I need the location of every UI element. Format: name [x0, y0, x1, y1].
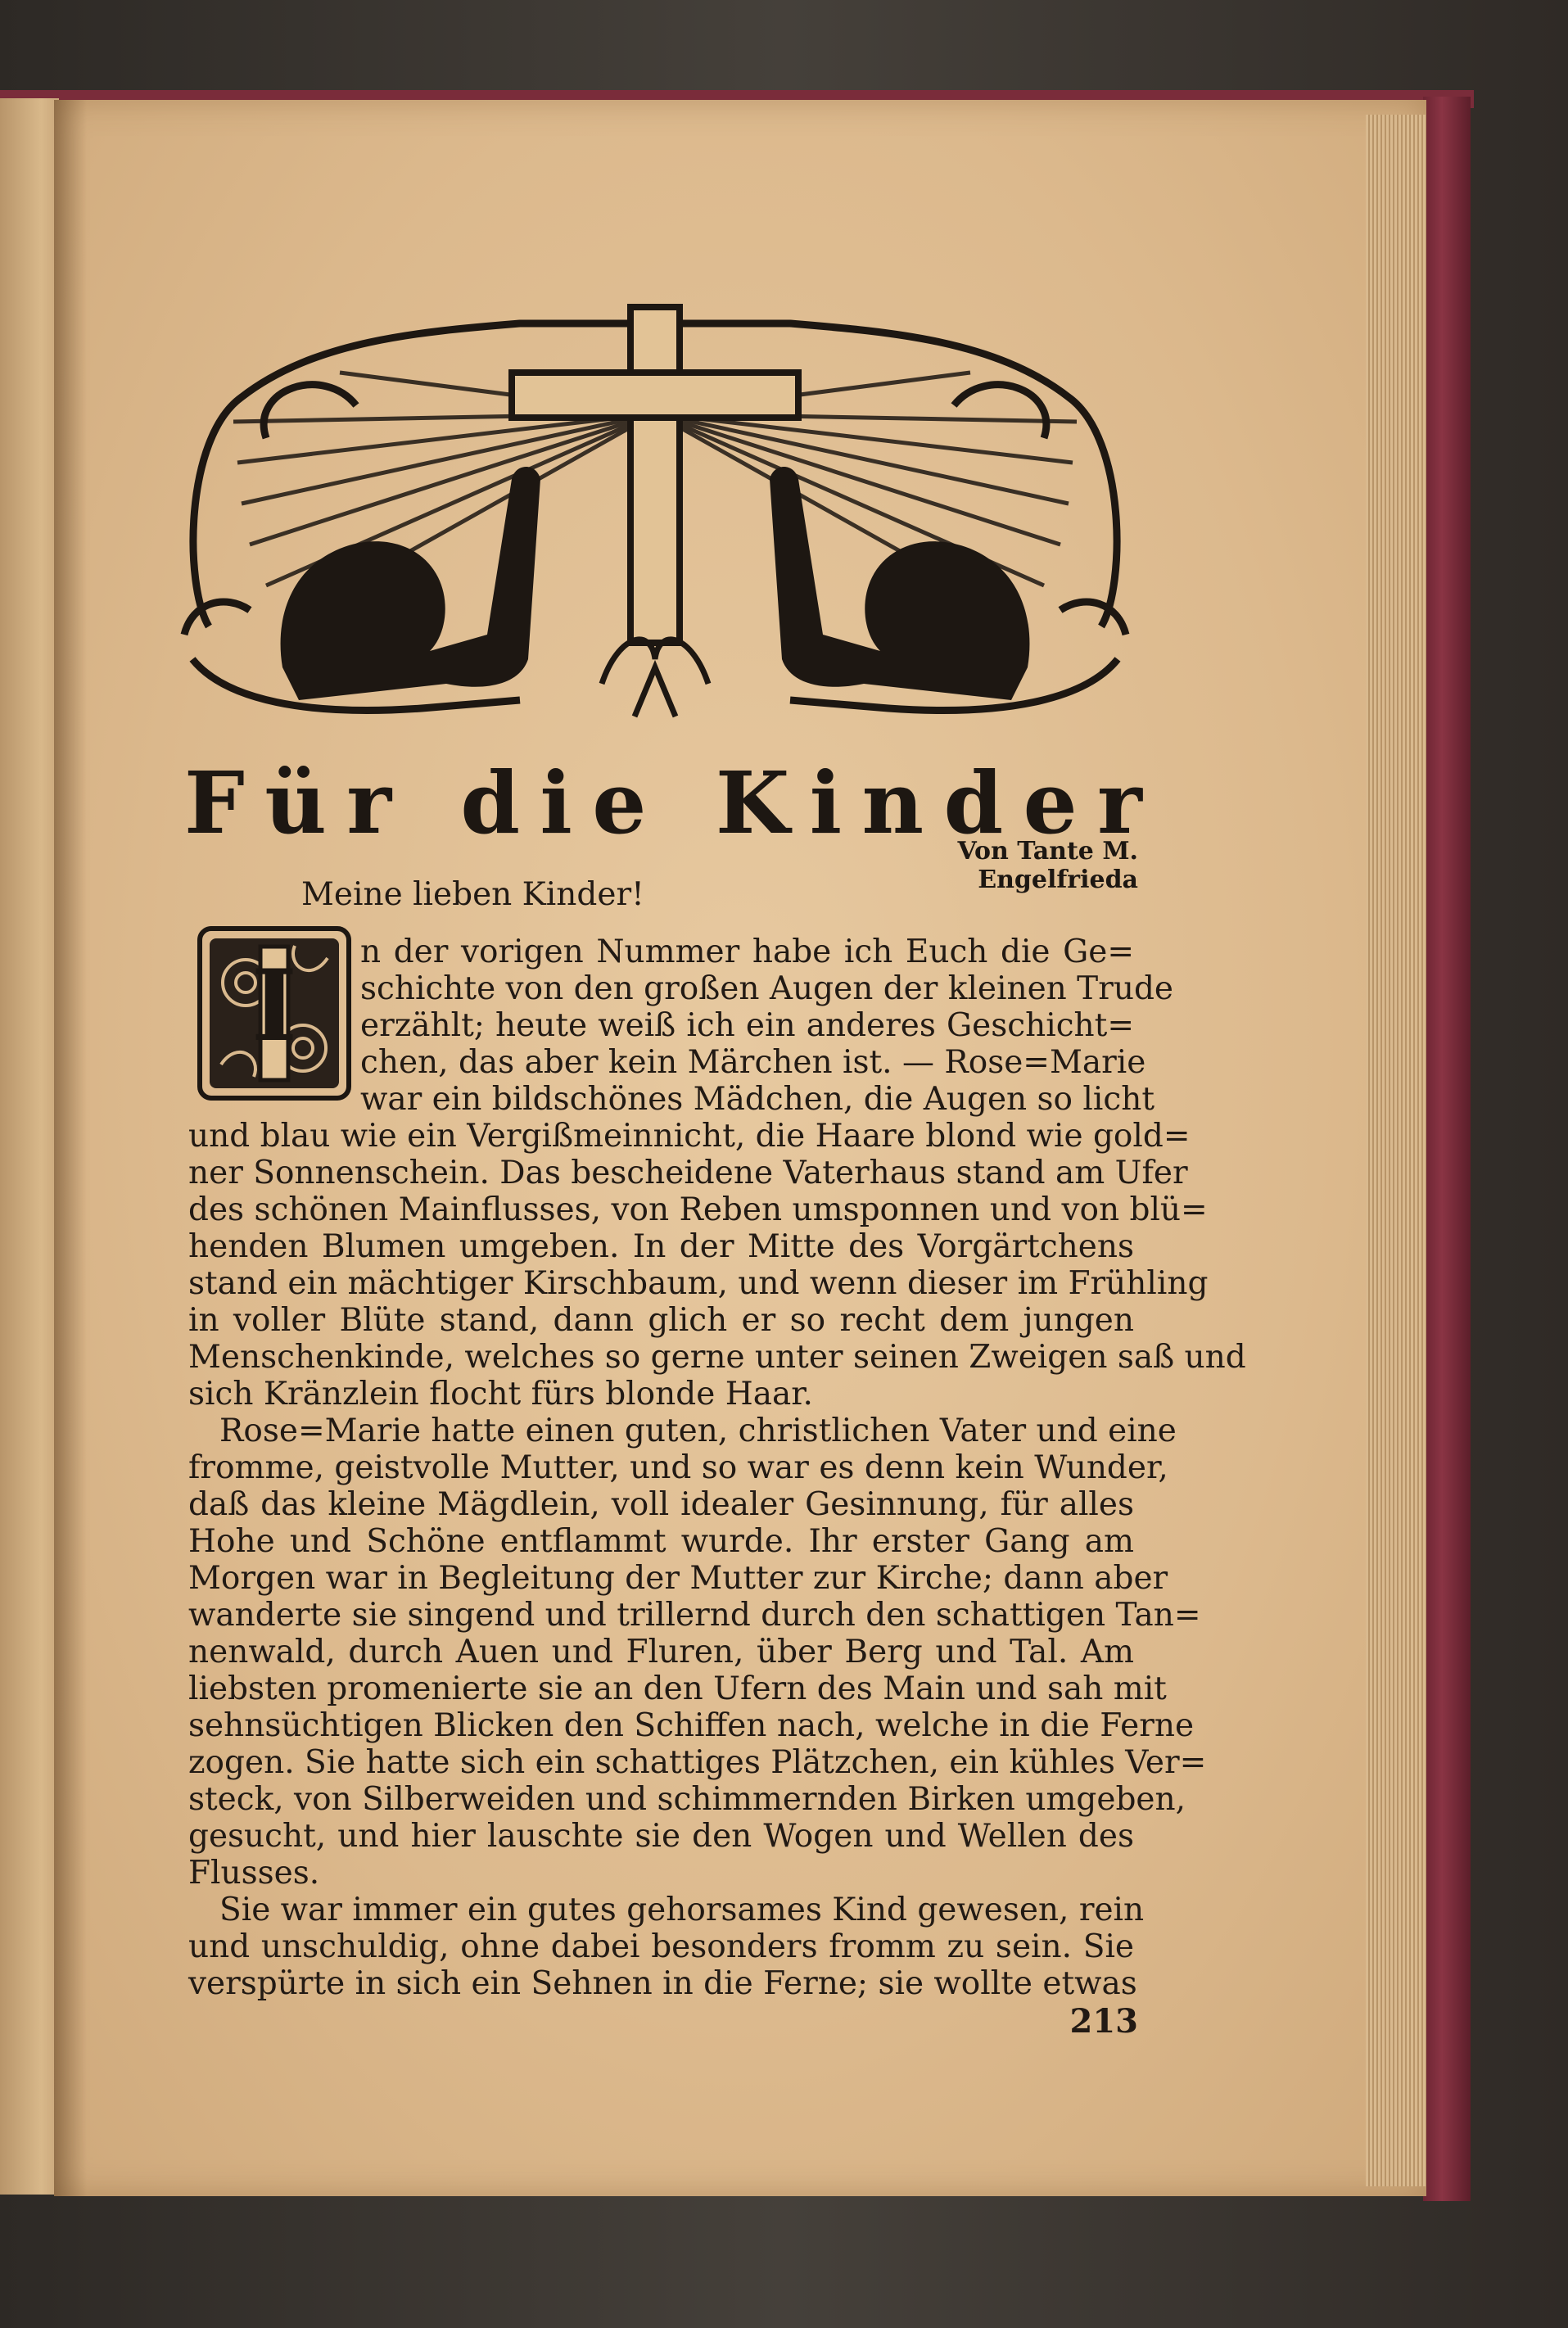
- page-gutter-shadow: [54, 100, 87, 2196]
- text-line: Sie war immer ein gutes gehorsames Kind gewesen, rein: [219, 1892, 1145, 1928]
- text-line: erzählt; heute weiß ich ein anderes Geschicht=: [360, 1007, 1134, 1044]
- dropcap-letter: I: [251, 948, 298, 1064]
- text-line: stand ein mächtiger Kirschbaum, und wenn dieser im Frühling: [188, 1265, 1209, 1302]
- facing-page-edge: [0, 98, 59, 2195]
- text-line: und blau wie ein Vergißmeinnicht, die Haare blond wie gold=: [188, 1118, 1191, 1155]
- text-line: schichte von den großen Augen der kleinen Trude: [360, 970, 1173, 1007]
- text-line: Rose=Marie hatte einen guten, christlichen Vater und eine: [219, 1413, 1177, 1449]
- title-letter: K: [715, 752, 790, 853]
- text-line: Menschenkinde, welches so gerne unter seinen Zweigen saß und: [188, 1339, 1246, 1376]
- header-illustration: [176, 274, 1134, 745]
- text-line: zogen. Sie hatte sich ein schattiges Plätzchen, ein kühles Ver=: [188, 1744, 1207, 1781]
- title-letter: r: [346, 752, 391, 853]
- text-line: nenwald, durch Auen und Fluren, über Berg und Tal. Am: [188, 1634, 1134, 1670]
- decorative-initial: [197, 925, 352, 1101]
- text-line: Morgen war in Begleitung der Mutter zur Kirche; dann aber: [188, 1560, 1168, 1597]
- text-line: sich Kränzlein flocht fürs blonde Haar.: [188, 1376, 813, 1413]
- text-line: gesucht, und hier lauschte sie den Wogen und Wellen des: [188, 1818, 1134, 1855]
- title-letter: r: [1097, 752, 1142, 853]
- text-line: sehnsüchtigen Blicken den Schiffen nach, welche in die Ferne: [188, 1707, 1195, 1744]
- salutation: Meine lieben Kinder!: [301, 876, 644, 913]
- text-line: des schönen Mainflusses, von Reben umsponnen und von blü=: [188, 1191, 1208, 1228]
- title-letter: d: [943, 752, 1004, 853]
- title-letter: e: [1023, 752, 1078, 853]
- title-letter: i: [540, 752, 572, 853]
- text-line: Hohe und Schöne entflammt wurde. Ihr erster Gang am: [188, 1523, 1134, 1560]
- text-line: fromme, geistvolle Mutter, und so war es denn kein Wunder,: [188, 1449, 1168, 1486]
- text-line: wanderte sie singend und trillernd durch den schattigen Tan=: [188, 1597, 1201, 1634]
- page-number: 213: [1069, 2002, 1138, 2041]
- text-line: steck, von Silberweiden und schimmernden Birken umgeben,: [188, 1781, 1186, 1818]
- book-cover-right-edge: [1423, 97, 1471, 2201]
- author-byline: Von Tante M. Engelfrieda: [957, 837, 1138, 894]
- text-line: n der vorigen Nummer habe ich Euch die Ge=: [360, 933, 1134, 970]
- text-line: verspürte in sich ein Sehnen in die Ferne; sie wollte etwas: [188, 1965, 1137, 2002]
- text-line: daß das kleine Mägdlein, voll idealer Gesinnung, für alles: [188, 1486, 1134, 1523]
- title-letter: d: [460, 752, 521, 853]
- text-line: in voller Blüte stand, dann glich er so recht dem jungen: [188, 1302, 1134, 1339]
- page-stack-edges: [1366, 115, 1426, 2186]
- title-letter: n: [861, 752, 924, 853]
- title-letter: F: [184, 752, 245, 853]
- text-line: ner Sonnenschein. Das bescheidene Vaterhaus stand am Ufer: [188, 1155, 1188, 1191]
- text-line: chen, das aber kein Märchen ist. — Rose=Marie: [360, 1044, 1146, 1081]
- text-line: Flusses.: [188, 1855, 320, 1892]
- title-letter: i: [809, 752, 843, 853]
- title-letter: e: [592, 752, 647, 853]
- text-line: liebsten promenierte sie an den Ufern des Main und sah mit: [188, 1670, 1167, 1707]
- text-line: henden Blumen umgeben. In der Mitte des Vorgärtchens: [188, 1228, 1134, 1265]
- text-line: und unschuldig, ohne dabei besonders fromm zu sein. Sie: [188, 1928, 1134, 1965]
- text-line: war ein bildschönes Mädchen, die Augen so licht: [360, 1081, 1155, 1118]
- title-letter: ü: [264, 752, 327, 853]
